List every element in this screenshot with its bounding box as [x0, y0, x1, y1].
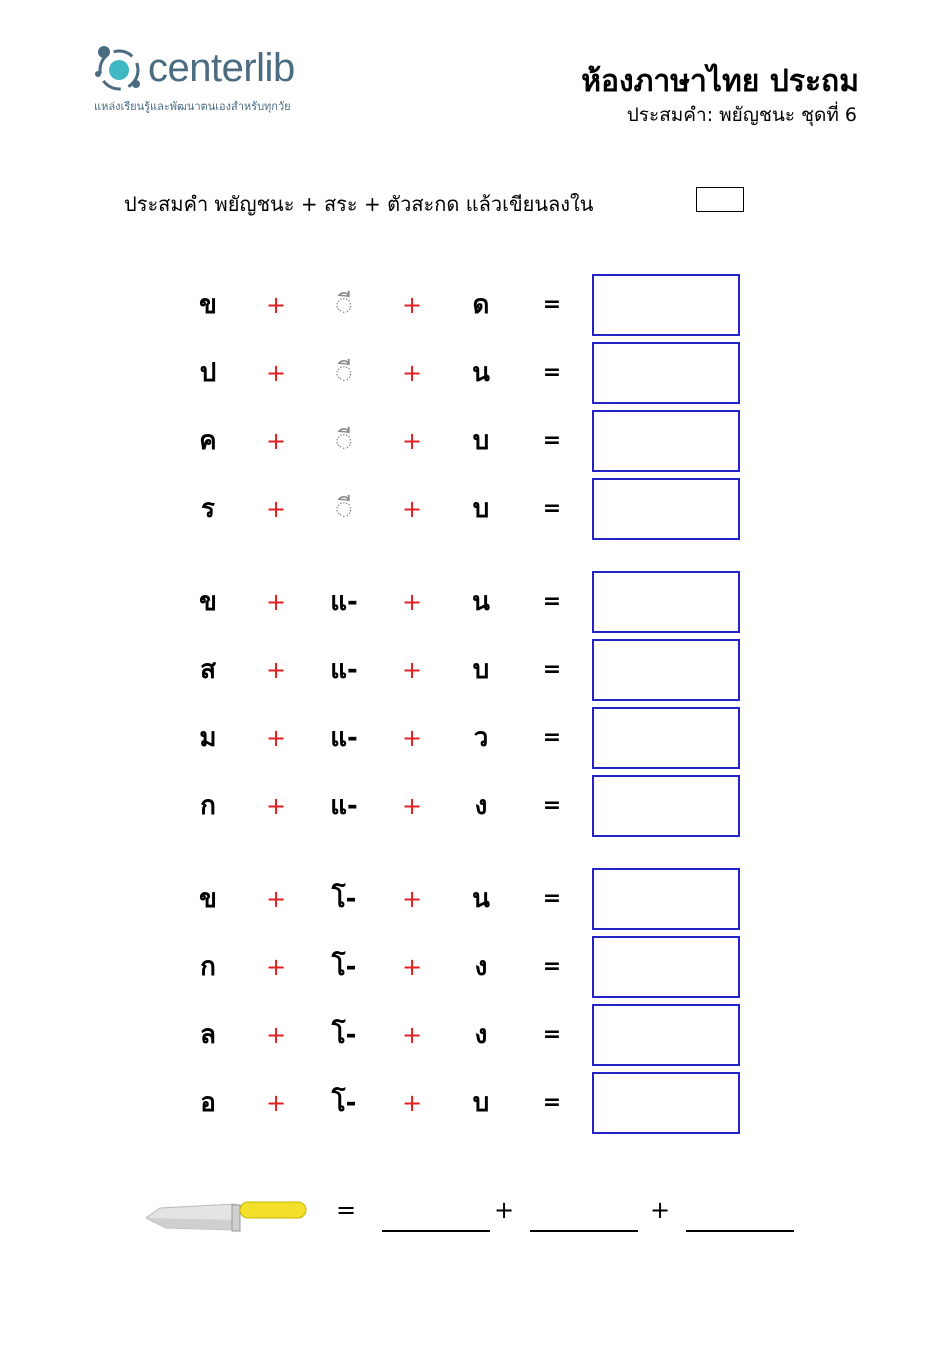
vowel-letter: โ- — [331, 1020, 357, 1050]
plus-sign: + — [401, 724, 423, 752]
equals-sign: = — [542, 886, 562, 911]
consonant-letter: ส — [200, 655, 216, 685]
plus-sign: + — [265, 291, 287, 319]
plus-sign: + — [265, 359, 287, 387]
equals-sign: = — [542, 793, 562, 818]
brand-name: centerlib — [148, 46, 295, 90]
plus-sign: + — [401, 291, 423, 319]
final-consonant-letter: บ — [472, 655, 490, 685]
equals-sign: = — [542, 496, 562, 521]
vowel-letter: โ- — [331, 1088, 357, 1118]
vowel-letter: ◌ี — [336, 290, 352, 320]
final-consonant-letter: บ — [472, 494, 490, 524]
answer-box[interactable] — [592, 342, 740, 404]
equals-sign: = — [542, 360, 562, 385]
exercise-row — [0, 410, 951, 472]
answer-box[interactable] — [592, 274, 740, 336]
final-consonant-letter: น — [472, 884, 490, 914]
final-consonant-letter: บ — [472, 1088, 490, 1118]
answer-blank-final[interactable] — [686, 1230, 794, 1232]
exercise-row — [0, 775, 951, 837]
plus-sign: + — [401, 1021, 423, 1049]
exercise-row — [0, 571, 951, 633]
exercise-row — [0, 342, 951, 404]
exercise-row — [0, 868, 951, 930]
equals-sign: = — [542, 292, 562, 317]
consonant-letter: ล — [200, 1020, 216, 1050]
equals-sign: = — [542, 954, 562, 979]
consonant-letter: ข — [199, 884, 217, 914]
consonant-letter: อ — [200, 1088, 216, 1118]
vowel-letter: แ- — [330, 587, 358, 617]
plus-sign: + — [265, 656, 287, 684]
equals-sign: = — [542, 1090, 562, 1115]
exercise-row — [0, 478, 951, 540]
plus-sign: + — [265, 792, 287, 820]
plus-sign: + — [401, 656, 423, 684]
final-consonant-letter: ว — [473, 723, 489, 753]
plus-sign: + — [401, 588, 423, 616]
plus-sign: + — [401, 953, 423, 981]
equals-sign: = — [542, 657, 562, 682]
final-consonant-letter: ง — [474, 1020, 488, 1050]
page-title: ห้องภาษาไทย ประถม — [581, 64, 859, 99]
vowel-letter: โ- — [331, 884, 357, 914]
exercise-row — [0, 936, 951, 998]
knife-image — [146, 1196, 312, 1236]
equals-sign: = — [542, 725, 562, 750]
vowel-letter: โ- — [331, 952, 357, 982]
plus-sign: + — [401, 495, 423, 523]
brand-tagline: แหล่งเรียนรู้และพัฒนาตนเองสำหรับทุกวัย — [94, 100, 291, 113]
plus-sign: + — [401, 792, 423, 820]
instruction-text: ประสมคำ พยัญชนะ + สระ + ตัวสะกด แล้วเขียนลงใน — [124, 192, 594, 216]
answer-box[interactable] — [592, 639, 740, 701]
final-consonant-letter: ง — [474, 791, 488, 821]
picture-plus-sign-2: + — [650, 1196, 671, 1224]
plus-sign: + — [265, 427, 287, 455]
answer-blank-consonant[interactable] — [382, 1230, 490, 1232]
vowel-letter: แ- — [330, 723, 358, 753]
equals-sign: = — [542, 1022, 562, 1047]
vowel-letter: ◌ี — [336, 358, 352, 388]
answer-box[interactable] — [592, 775, 740, 837]
plus-sign: + — [265, 953, 287, 981]
plus-sign: + — [265, 495, 287, 523]
page-subtitle: ประสมคำ: พยัญชนะ ชุดที่ 6 — [626, 104, 857, 126]
answer-box[interactable] — [592, 1072, 740, 1134]
answer-box[interactable] — [592, 478, 740, 540]
exercise-row — [0, 707, 951, 769]
equals-sign: = — [542, 589, 562, 614]
exercise-row — [0, 274, 951, 336]
picture-equals-sign: = — [336, 1196, 357, 1224]
vowel-letter: แ- — [330, 655, 358, 685]
consonant-letter: ก — [200, 791, 216, 821]
plus-sign: + — [401, 359, 423, 387]
picture-plus-sign-1: + — [494, 1196, 515, 1224]
answer-box[interactable] — [592, 868, 740, 930]
answer-box[interactable] — [592, 936, 740, 998]
answer-box[interactable] — [592, 1004, 740, 1066]
consonant-letter: ป — [199, 358, 217, 388]
answer-box[interactable] — [592, 410, 740, 472]
final-consonant-letter: ด — [472, 290, 490, 320]
consonant-letter: ข — [199, 290, 217, 320]
vowel-letter: ◌ี — [336, 426, 352, 456]
plus-sign: + — [265, 1089, 287, 1117]
consonant-letter: ร — [201, 494, 215, 524]
answer-box[interactable] — [592, 571, 740, 633]
plus-sign: + — [401, 1089, 423, 1117]
plus-sign: + — [265, 885, 287, 913]
exercise-row — [0, 639, 951, 701]
final-consonant-letter: น — [472, 587, 490, 617]
consonant-letter: ข — [199, 587, 217, 617]
final-consonant-letter: ง — [474, 952, 488, 982]
consonant-letter: ม — [199, 723, 217, 753]
final-consonant-letter: น — [472, 358, 490, 388]
exercise-row — [0, 1072, 951, 1134]
instruction-box-sample — [696, 187, 744, 212]
plus-sign: + — [265, 1021, 287, 1049]
answer-blank-vowel[interactable] — [530, 1230, 638, 1232]
final-consonant-letter: บ — [472, 426, 490, 456]
vowel-letter: แ- — [330, 791, 358, 821]
consonant-letter: ค — [199, 426, 217, 456]
answer-box[interactable] — [592, 707, 740, 769]
vowel-letter: ◌ี — [336, 494, 352, 524]
equals-sign: = — [542, 428, 562, 453]
plus-sign: + — [401, 885, 423, 913]
plus-sign: + — [401, 427, 423, 455]
exercise-row — [0, 1004, 951, 1066]
plus-sign: + — [265, 588, 287, 616]
consonant-letter: ก — [200, 952, 216, 982]
plus-sign: + — [265, 724, 287, 752]
